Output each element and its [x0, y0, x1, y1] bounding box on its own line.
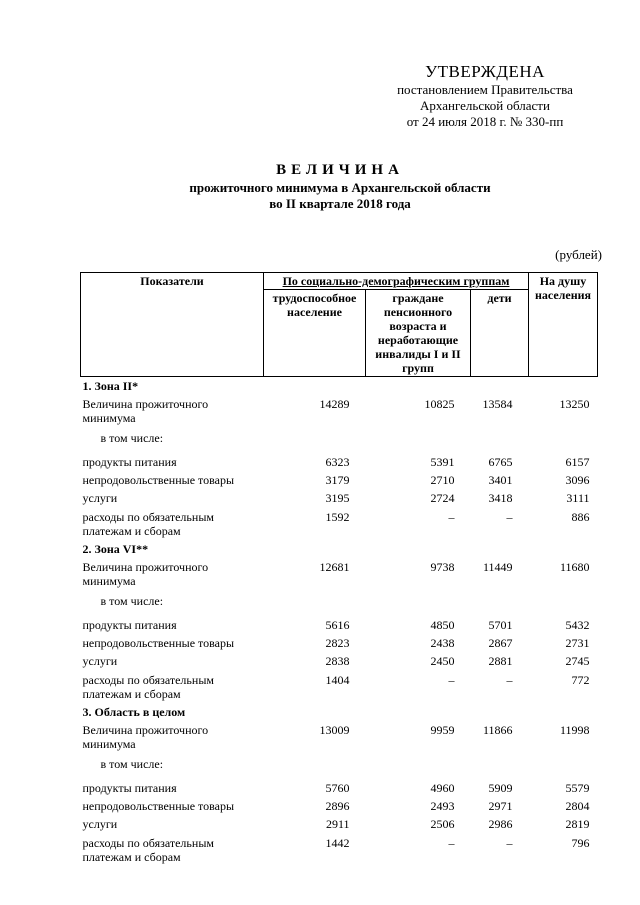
value-cell: 2867: [488, 636, 513, 650]
value-cell: 772: [571, 673, 590, 687]
header-group: По социально-демографическим группам: [264, 273, 529, 290]
value-cell: 2911: [325, 817, 350, 831]
approval-line: от 24 июля 2018 г. № 330-пп: [406, 114, 564, 129]
value-cell: 3401: [488, 473, 513, 487]
table-row: [81, 652, 598, 670]
header-pensioners: граждане пенсионного возраста и неработающие инвалиды I и II групп: [366, 290, 471, 377]
header-working: трудоспособное население: [264, 290, 366, 377]
table-row: [81, 471, 598, 489]
units-label: (рублей): [555, 247, 602, 262]
row-label: услуги: [82, 654, 118, 668]
value-cell: 1592: [325, 510, 350, 524]
total-row: [81, 557, 598, 590]
value-cell: 2710: [430, 473, 455, 487]
table-row: [81, 833, 598, 866]
header-indicator: Показатели: [81, 273, 264, 377]
row-label: продукты питания: [82, 455, 177, 469]
value-cell: 2731: [565, 636, 590, 650]
value-cell: 5432: [565, 618, 590, 632]
value-cell: 2450: [430, 654, 455, 668]
row-label: услуги: [82, 491, 118, 505]
row-label: продукты питания: [82, 618, 177, 632]
section-row: [81, 703, 598, 720]
value-cell: –: [506, 836, 513, 850]
value-cell: 2804: [565, 799, 590, 813]
title-main: ВЕЛИЧИНА: [276, 162, 404, 178]
row-label: продукты питания: [82, 781, 177, 795]
table-row: [81, 779, 598, 797]
section-row: [81, 377, 598, 395]
row-label: непродовольственные товары: [82, 799, 235, 813]
value-cell: 5909: [488, 781, 513, 795]
value-cell: 12681: [319, 560, 350, 574]
value-cell: 3096: [565, 473, 590, 487]
header-per-capita: На душу населения: [529, 273, 598, 377]
title-line: прожиточного минимума в Архангельской области: [189, 180, 491, 195]
table-row: [81, 670, 598, 703]
value-cell: –: [448, 510, 455, 524]
value-cell: 11998: [559, 723, 590, 737]
row-label: непродовольственные товары: [82, 473, 235, 487]
value-cell: 4850: [430, 618, 455, 632]
approval-line: постановлением Правительства: [397, 82, 573, 97]
value-cell: 2438: [430, 636, 455, 650]
value-cell: 10825: [424, 397, 455, 411]
value-cell: 6323: [325, 455, 350, 469]
value-cell: 11866: [482, 723, 513, 737]
value-cell: 13250: [559, 397, 590, 411]
value-cell: 5616: [325, 618, 350, 632]
value-cell: 6765: [488, 455, 513, 469]
value-cell: 11449: [482, 560, 513, 574]
row-label: непродовольственные товары: [82, 636, 235, 650]
value-cell: 6157: [565, 455, 590, 469]
table-row: [81, 815, 598, 833]
table-row: [81, 634, 598, 652]
value-cell: 2823: [325, 636, 350, 650]
value-cell: 5391: [430, 455, 455, 469]
section-row: [81, 540, 598, 557]
approval-block: [340, 62, 630, 130]
value-cell: –: [448, 673, 455, 687]
value-cell: 5701: [488, 618, 513, 632]
table-row: [81, 507, 598, 540]
approval-heading: УТВЕРЖДЕНА: [425, 62, 545, 81]
value-cell: 1404: [325, 673, 350, 687]
including-row: [81, 427, 598, 453]
including-label: в том числе:: [100, 431, 164, 445]
value-cell: 2896: [325, 799, 350, 813]
value-cell: –: [506, 510, 513, 524]
value-cell: 9959: [430, 723, 455, 737]
value-cell: 3418: [488, 491, 513, 505]
title-line: во II квартале 2018 года: [269, 196, 411, 211]
value-cell: 2971: [488, 799, 513, 813]
value-cell: 13584: [482, 397, 513, 411]
row-label: расходы по обязательным платежам и сборам: [82, 673, 214, 701]
value-cell: 2506: [430, 817, 455, 831]
value-cell: –: [448, 836, 455, 850]
table-body: [81, 377, 598, 867]
value-cell: 11680: [559, 560, 590, 574]
value-cell: 796: [571, 836, 590, 850]
section-title: 2. Зона VI**: [82, 542, 149, 556]
value-cell: 2819: [565, 817, 590, 831]
row-label: Величина прожиточного минимума: [82, 397, 209, 425]
total-row: [81, 720, 598, 753]
approval-line: Архангельской области: [420, 98, 550, 113]
row-label: Величина прожиточного минимума: [82, 723, 209, 751]
including-label: в том числе:: [100, 594, 164, 608]
including-row: [81, 590, 598, 616]
value-cell: 2724: [430, 491, 455, 505]
row-label: Величина прожиточного минимума: [82, 560, 209, 588]
value-cell: 2493: [430, 799, 455, 813]
value-cell: –: [506, 673, 513, 687]
row-label: расходы по обязательным платежам и сборам: [82, 510, 214, 538]
table-row: [81, 453, 598, 471]
value-cell: 9738: [430, 560, 455, 574]
value-cell: 886: [571, 510, 590, 524]
subsistence-table: [80, 272, 598, 866]
header-children: дети: [471, 290, 529, 377]
value-cell: 2838: [325, 654, 350, 668]
row-label: услуги: [82, 817, 118, 831]
document-title: [80, 160, 600, 212]
section-title: 3. Область в целом: [82, 705, 186, 719]
value-cell: 2986: [488, 817, 513, 831]
value-cell: 5579: [565, 781, 590, 795]
table-row: [81, 616, 598, 634]
value-cell: 5760: [325, 781, 350, 795]
including-label: в том числе:: [100, 757, 164, 771]
value-cell: 4960: [430, 781, 455, 795]
value-cell: 2881: [488, 654, 513, 668]
table-row: [81, 489, 598, 507]
row-label: расходы по обязательным платежам и сборам: [82, 836, 214, 864]
value-cell: 3179: [325, 473, 350, 487]
table-row: [81, 797, 598, 815]
section-title: 1. Зона II*: [82, 379, 139, 393]
value-cell: 3111: [566, 491, 590, 505]
total-row: [81, 394, 598, 427]
value-cell: 14289: [319, 397, 350, 411]
including-row: [81, 753, 598, 779]
value-cell: 13009: [319, 723, 350, 737]
value-cell: 2745: [565, 654, 590, 668]
value-cell: 3195: [325, 491, 350, 505]
value-cell: 1442: [325, 836, 350, 850]
